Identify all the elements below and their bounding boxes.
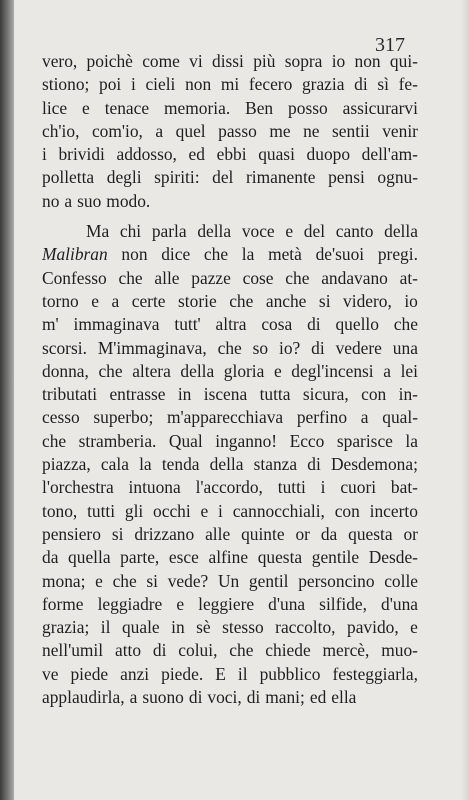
word: Confesso [42, 267, 107, 288]
word: ognu- [377, 167, 418, 188]
word: andavano [321, 267, 388, 288]
word: cosa [261, 314, 293, 335]
word: venir [382, 120, 418, 141]
word: videro, [343, 290, 392, 311]
word: rimanente [245, 167, 316, 188]
word: di [354, 74, 368, 95]
word: io [331, 51, 346, 71]
word: come [142, 51, 180, 71]
word: a [64, 190, 73, 211]
word: dissi [212, 51, 244, 71]
word: Un [217, 570, 240, 591]
word: chiede [265, 640, 311, 661]
word: sè [196, 617, 211, 638]
word: ed [188, 144, 205, 165]
word: polletta [42, 167, 95, 188]
word: tutt' [174, 314, 201, 335]
word: alfine [208, 547, 249, 568]
word: tributati [42, 384, 98, 405]
word: della [384, 221, 418, 242]
word: la [405, 430, 418, 451]
text-line [42, 663, 418, 686]
word: stanza [253, 454, 298, 475]
text-line [42, 406, 418, 429]
word: parla [151, 221, 187, 242]
text-line [42, 616, 418, 639]
word: e [285, 221, 294, 242]
word: vero, [42, 51, 78, 71]
word: fe- [398, 74, 418, 95]
word: E [215, 663, 226, 684]
word: sì [377, 74, 389, 95]
word: passo [218, 120, 257, 141]
text-line [42, 686, 418, 709]
word: piede [70, 663, 109, 684]
word: di [307, 454, 321, 475]
text-line [42, 639, 418, 662]
word: tenda [161, 454, 200, 475]
word: ve [42, 663, 59, 684]
word: silfide, [319, 593, 367, 614]
word: più [253, 51, 276, 71]
text-line [42, 593, 418, 616]
word: stiono; [42, 74, 90, 95]
word: applaudirla, [42, 687, 125, 708]
text-line [42, 476, 418, 499]
word: voci, [207, 687, 242, 708]
word: piazza, [42, 454, 91, 475]
word: vedere [335, 337, 382, 358]
word: cala [100, 454, 129, 475]
word: di [311, 337, 325, 358]
word: poichè [86, 51, 133, 71]
word: tutti [87, 500, 116, 521]
word: a [155, 120, 164, 141]
word: i [130, 74, 136, 95]
word: ne [303, 120, 320, 141]
word: anzi [120, 663, 150, 684]
word: di [307, 314, 321, 335]
word: suono [142, 687, 184, 708]
word: che [112, 570, 137, 591]
word: fecero [248, 74, 293, 95]
word: mona; [42, 570, 86, 591]
word: in [177, 384, 192, 405]
word: il [237, 663, 248, 684]
word: immaginava [73, 314, 160, 335]
word: altera [132, 360, 171, 381]
word: e [200, 500, 209, 521]
word: una [392, 337, 418, 358]
word: che [229, 290, 254, 311]
word: or [403, 523, 418, 544]
word: ch'io, [42, 120, 80, 141]
word: entrasse [109, 384, 166, 405]
word: pavido, [347, 617, 399, 638]
word: che [118, 267, 143, 288]
word: io [404, 290, 418, 311]
word: vede? [167, 570, 209, 591]
word: gli [124, 500, 144, 521]
word: del [303, 221, 326, 242]
word: festeggiarla, [332, 663, 418, 684]
word: atto [114, 640, 142, 661]
word: quinte [241, 523, 285, 544]
page-number: 317 [375, 34, 405, 56]
word: che [217, 337, 242, 358]
word: Desde- [368, 547, 418, 568]
word: cannocchiali, [232, 500, 325, 521]
word: alle [205, 523, 231, 544]
text-line [42, 360, 418, 383]
page-edge [461, 0, 469, 800]
word: colle [384, 570, 418, 591]
word: non [121, 244, 148, 265]
word: l'orchestra [42, 477, 114, 498]
word: i [320, 477, 326, 498]
word: muo- [381, 640, 418, 661]
word: grazia [301, 74, 345, 95]
word: ed [309, 687, 327, 708]
word: de'suoi [315, 244, 365, 265]
word: leggiere [198, 593, 255, 614]
word: inganno! [215, 430, 278, 451]
word: Desdemona; [330, 454, 418, 475]
word: pensi [328, 167, 365, 188]
word: anche [265, 290, 307, 311]
text-line [42, 220, 418, 243]
word: non [185, 74, 212, 95]
word: a [111, 290, 120, 311]
word: qui- [389, 51, 418, 71]
word: raccolto, [275, 617, 336, 638]
word: di [188, 687, 203, 708]
word: or [295, 523, 310, 544]
word: si [318, 290, 331, 311]
word: sicura, [302, 384, 349, 405]
word: spiriti: [154, 167, 200, 188]
word: con [361, 384, 387, 405]
word: incerto [369, 500, 418, 521]
text-line [42, 313, 418, 336]
word: bat- [390, 477, 418, 498]
text-line [42, 500, 418, 523]
word: gentil [248, 570, 289, 591]
word: della [180, 360, 215, 381]
word: cose [242, 267, 274, 288]
word: a [383, 360, 391, 381]
text-line [42, 453, 418, 476]
word: che [285, 267, 310, 288]
word: il [100, 617, 111, 638]
word: com'io, [91, 120, 143, 141]
word: m'apparecchiava [167, 407, 284, 428]
word: esce [168, 547, 199, 568]
text-line [42, 143, 418, 166]
text-line [42, 243, 418, 266]
word: me [269, 120, 291, 141]
word: sparisce [336, 430, 393, 451]
word: da [320, 523, 338, 544]
word: del [212, 167, 234, 188]
word: so [252, 337, 269, 358]
word: quasi [258, 144, 295, 165]
word: gloria [223, 360, 265, 381]
word: i [218, 500, 223, 521]
word: voce [241, 221, 275, 242]
word: in- [398, 384, 418, 405]
word: i [42, 144, 47, 165]
word: tono, [42, 500, 78, 521]
word: M'immaginava, [97, 337, 207, 358]
word: torno [42, 290, 79, 311]
word: m' [42, 314, 59, 335]
word: lice [42, 97, 68, 118]
paragraph-gap [42, 213, 418, 220]
word: cieli [145, 74, 176, 95]
word: che [42, 430, 67, 451]
word: pregi. [377, 244, 418, 265]
word: Ecco [289, 430, 325, 451]
text-line [42, 570, 418, 593]
word: mi [220, 74, 240, 95]
word: intuona [128, 477, 181, 498]
text-line [42, 97, 418, 120]
word: qual- [382, 407, 418, 428]
word: di [152, 640, 167, 661]
text-line [42, 190, 418, 213]
word: questa [348, 523, 393, 544]
word: che [98, 360, 123, 381]
body-text [42, 50, 418, 709]
word: assicurarvi [342, 97, 418, 118]
word: donna, [42, 360, 89, 381]
word: Qual [168, 430, 203, 451]
word: stesso [222, 617, 264, 638]
word: tutta [259, 384, 291, 405]
word: della [209, 454, 244, 475]
word: degli [106, 167, 142, 188]
text-line [42, 290, 418, 313]
word: e [95, 570, 103, 591]
word: mani; [265, 687, 305, 708]
word: la [241, 244, 255, 265]
word: ella [331, 687, 357, 708]
word: memoria. [164, 97, 231, 118]
word: cuori [340, 477, 377, 498]
word: che [203, 244, 229, 265]
word: degl'incensi [291, 360, 374, 381]
word: d'una [381, 593, 418, 614]
text-line [42, 120, 418, 143]
word: in [171, 617, 185, 638]
text-line [42, 73, 418, 96]
word: Ma [86, 221, 110, 242]
word: storie [178, 290, 217, 311]
word: stramberia. [78, 430, 157, 451]
word: da [42, 547, 59, 568]
word: l'accordo, [195, 477, 263, 498]
word: si [146, 570, 159, 591]
word: occhi [153, 500, 191, 521]
word: pubblico [259, 663, 321, 684]
word: tutti [277, 477, 306, 498]
word: certe [131, 290, 166, 311]
word: metà [268, 244, 302, 265]
word: a [129, 687, 138, 708]
word: vi [189, 51, 203, 71]
word: altra [215, 314, 247, 335]
text-line [42, 383, 418, 406]
word: forme [42, 593, 84, 614]
word: piede. [161, 663, 204, 684]
word: ebbi [216, 144, 247, 165]
word: sopra [284, 51, 323, 71]
word: gentile [311, 547, 360, 568]
word: duopo [306, 144, 351, 165]
text-line [42, 166, 418, 189]
word: pensiero [42, 523, 101, 544]
word: quella [68, 547, 111, 568]
word: mercè, [322, 640, 370, 661]
word: no [42, 190, 60, 211]
word: suo [77, 190, 102, 211]
word: cesso [42, 407, 80, 428]
word: grazia; [42, 617, 90, 638]
word: leggiadre [97, 593, 163, 614]
word: che [393, 314, 418, 335]
word: e [176, 593, 185, 614]
text-line [42, 430, 418, 453]
word: scorsi. [42, 337, 87, 358]
word: drizzano [134, 523, 195, 544]
text-line [42, 546, 418, 569]
word: della [197, 221, 232, 242]
word: superbo; [93, 407, 154, 428]
word: e [82, 97, 90, 118]
text-line [42, 337, 418, 360]
word: quale [121, 617, 160, 638]
word: e [91, 290, 99, 311]
word: che [229, 640, 254, 661]
word: Malibran [42, 244, 108, 265]
word: di [246, 687, 261, 708]
word: modo. [106, 190, 151, 211]
word: at- [399, 267, 418, 288]
word: a [360, 407, 369, 428]
word: tenace [104, 97, 150, 118]
word: io? [279, 337, 301, 358]
word: sentii [332, 120, 370, 141]
word: dice [161, 244, 191, 265]
word: quel [175, 120, 206, 141]
word: addosso, [116, 144, 177, 165]
word: chi [119, 221, 142, 242]
word: non [354, 51, 381, 71]
word: perfino [296, 407, 348, 428]
word: con [334, 500, 360, 521]
word: Ben [245, 97, 274, 118]
text-line [42, 523, 418, 546]
word: si [111, 523, 124, 544]
text-line [42, 50, 418, 73]
word: personcino [298, 570, 375, 591]
word: colui, [178, 640, 218, 661]
word: iscena [203, 384, 248, 405]
word: la [139, 454, 152, 475]
word: quello [335, 314, 379, 335]
word: lei [400, 360, 418, 381]
word: e [273, 360, 282, 381]
word: e [410, 617, 418, 638]
word: d'una [268, 593, 306, 614]
word: brividi [58, 144, 105, 165]
word: nell'umil [42, 640, 104, 661]
word: parte, [120, 547, 160, 568]
word: poi [99, 74, 122, 95]
word: posso [288, 97, 328, 118]
word: alle [154, 267, 180, 288]
word: dell'am- [361, 144, 418, 165]
word: pazze [191, 267, 231, 288]
word: canto [335, 221, 374, 242]
text-line [42, 267, 418, 290]
word: questa [257, 547, 303, 568]
